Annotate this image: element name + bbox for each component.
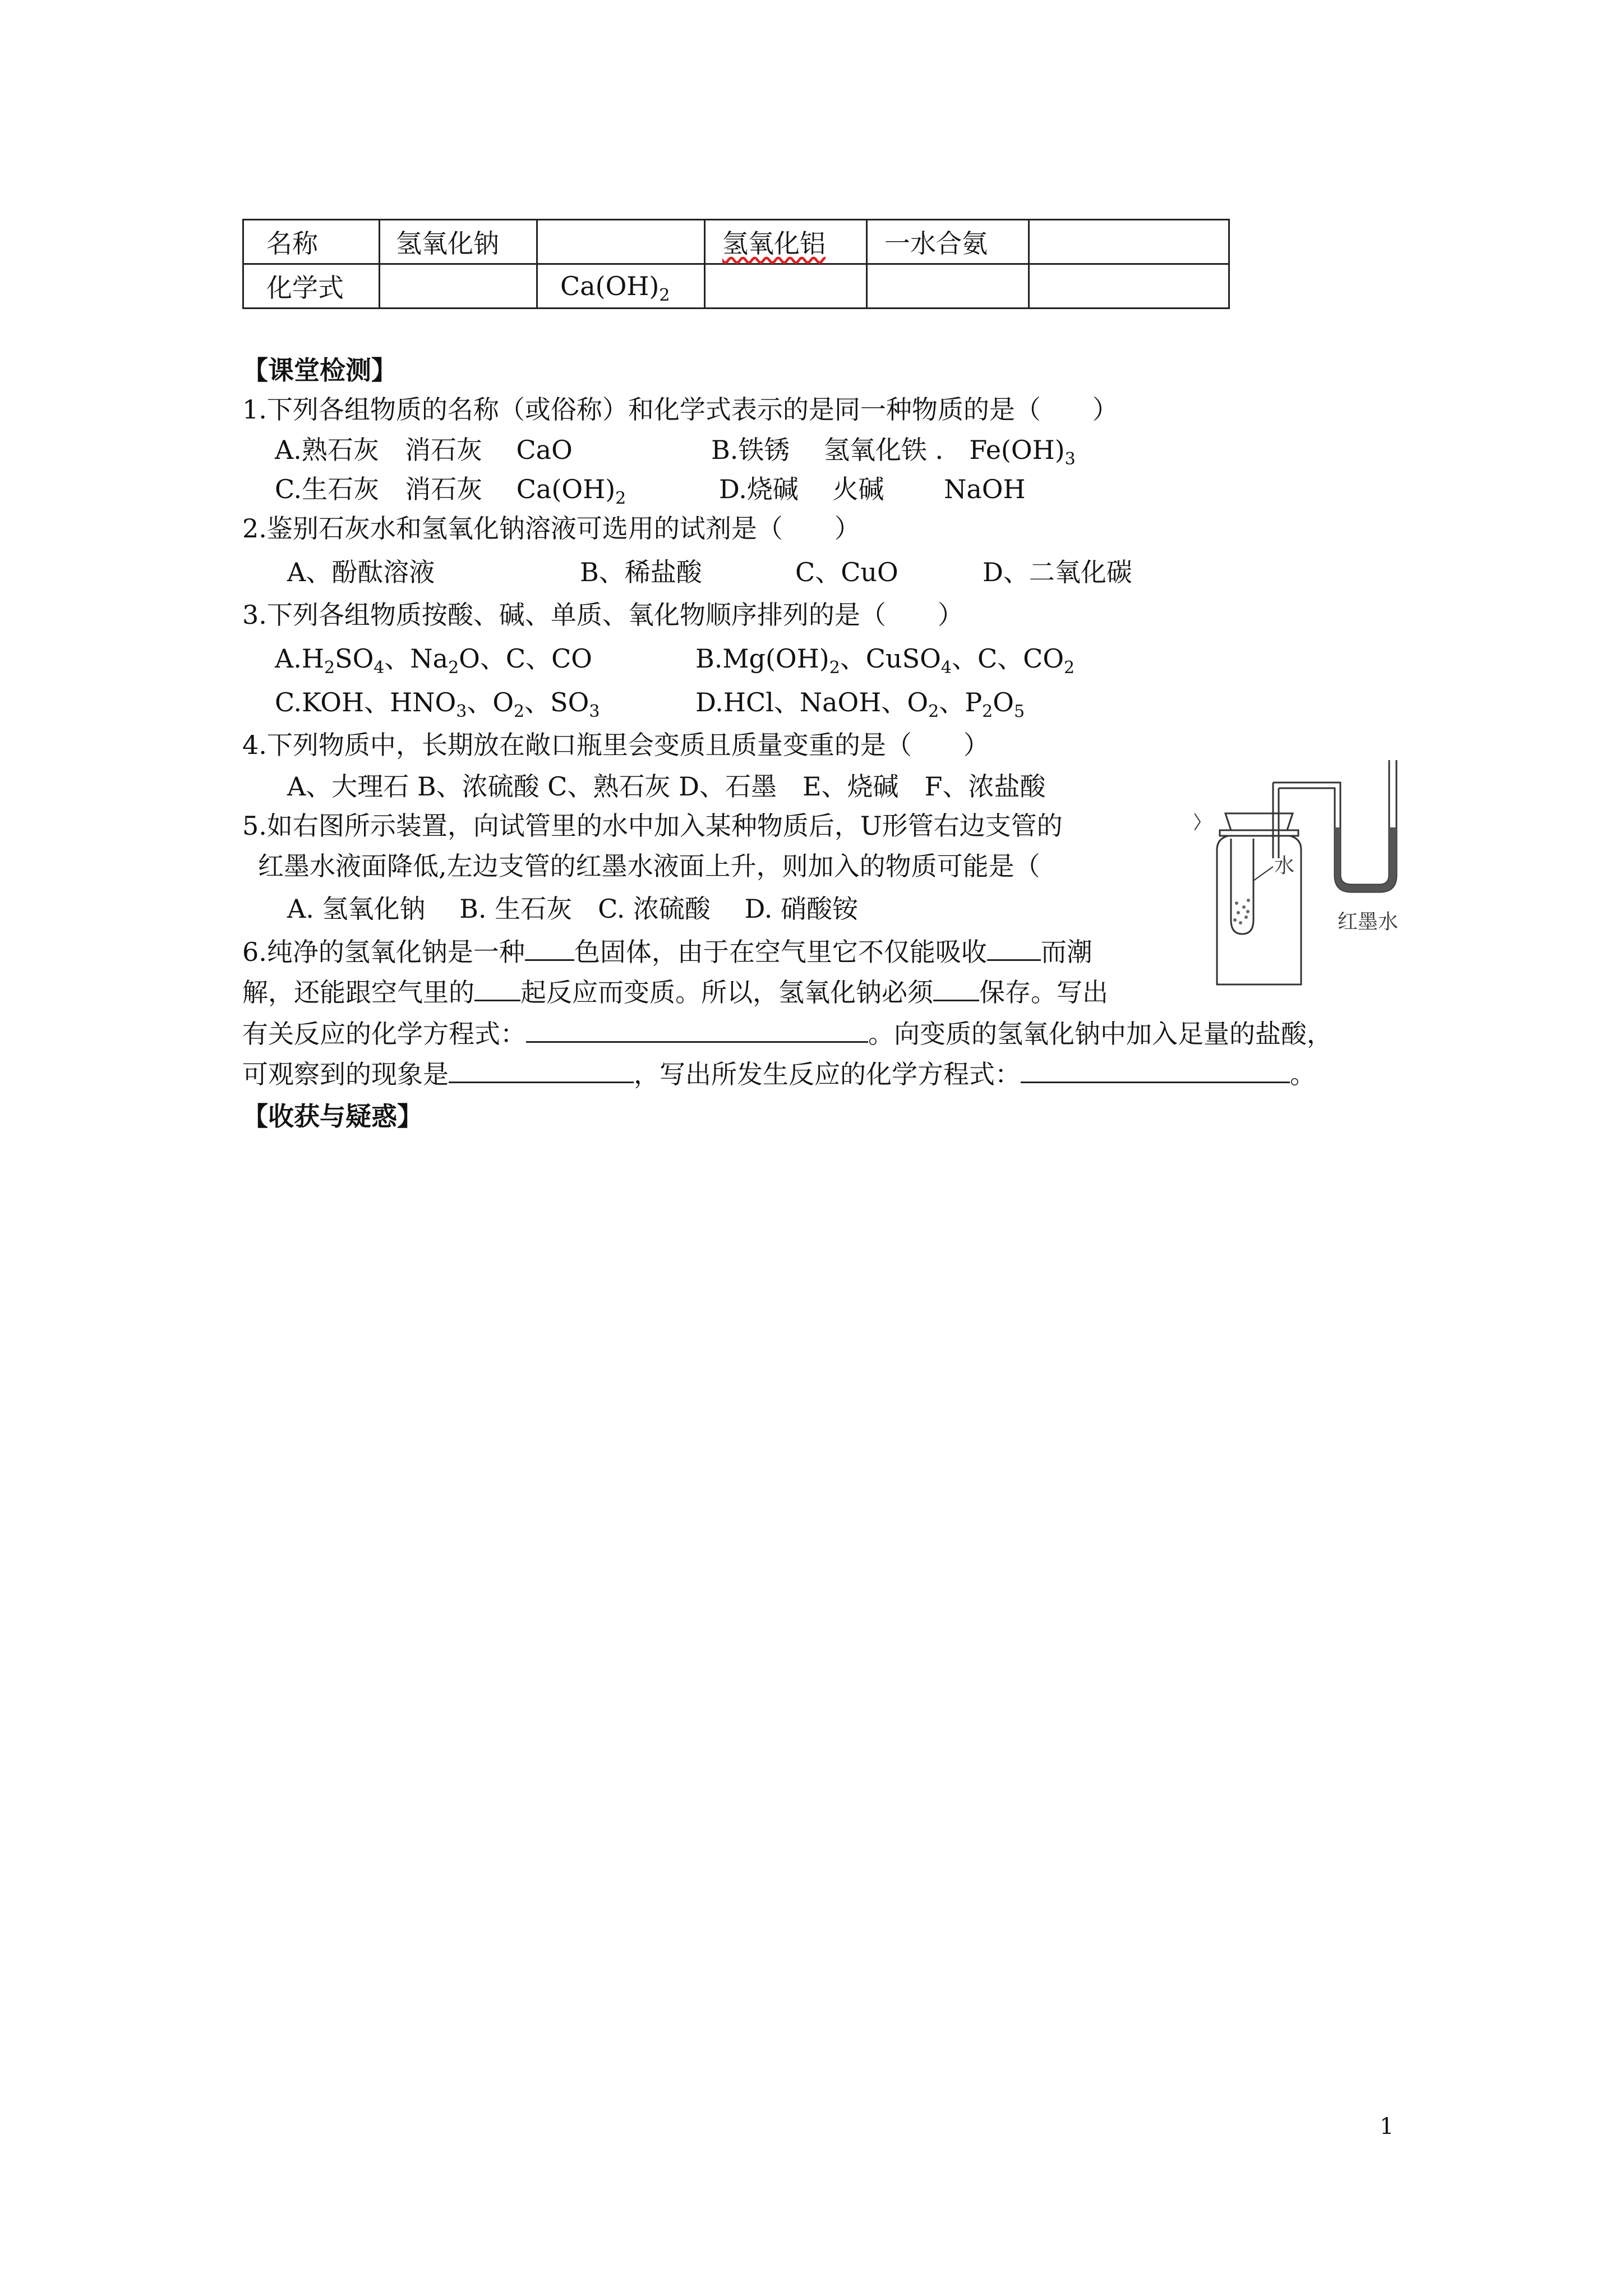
q3-option-d: D.HCl、NaOH、$O_2$、$P_2O_5$ xyxy=(695,687,1025,721)
table-cell xyxy=(380,264,537,309)
section-heading-check: 【课堂检测】 xyxy=(242,355,397,385)
q4-options: A、大理石 B、浓硫酸 C、熟石灰 D、石墨 E、烧碱 F、浓盐酸 xyxy=(287,771,1046,802)
question-5-line-1: 5.如右图所示装置，向试管里的水中加入某种物质后，U形管右边支管的 xyxy=(242,811,1063,841)
table-cell: 化学式 xyxy=(243,264,380,309)
question-3-stem: 3.下列各组物质按酸、碱、单质、氧化物顺序排列的是（ ） xyxy=(242,600,963,630)
q1-option-a: A.熟石灰 消石灰 CaO xyxy=(275,435,573,465)
q3-option-b: $B.Mg(OH)_2$、CuSO$_4$、C、$CO_2$ xyxy=(695,643,1075,678)
question-2-stem: 2.鉴别石灰水和氢氧化钠溶液可选用的试剂是（ ） xyxy=(242,513,860,544)
question-1-stem: 1.下列各组物质的名称（或俗称）和化学式表示的是同一种物质的是（ ） xyxy=(242,394,1118,425)
table-cell: 一水合氨 xyxy=(867,220,1029,264)
table-cell: 名称 xyxy=(243,220,380,264)
table-cell: 氢氧化钠 xyxy=(380,220,537,264)
question-6-line-1: 6.纯净的氢氧化钠是一种 色固体，由于在空气里它不仅能吸收 而潮 xyxy=(242,933,1092,969)
table-cell xyxy=(537,264,705,309)
table-cell xyxy=(1029,264,1229,309)
q2-option-a: A、酚酞溶液 xyxy=(287,557,435,587)
q1-option-d: D.烧碱 火碱 NaOH xyxy=(719,474,1026,504)
table-cell xyxy=(1029,220,1229,264)
formula-text: Ca(OH) xyxy=(560,271,660,301)
table-cell xyxy=(705,220,867,264)
apparatus-figure xyxy=(1195,760,1453,996)
subscript: 2 xyxy=(659,286,670,305)
naming-table xyxy=(242,219,1230,309)
q1-option-b: B.铁锈 氢氧化铁 ． $Fe(OH)_3$ xyxy=(711,435,1076,469)
question-6-line-2: 解，还能跟空气里的 起反应而变质。所以，氢氧化钠必须 保存。写出 xyxy=(242,974,1108,1009)
table-cell xyxy=(867,264,1029,309)
page-number: 1 xyxy=(1380,2114,1394,2139)
q5-options: A. 氢氧化钠 B. 生石灰 C. 浓硫酸 D. 硝酸铵 xyxy=(287,894,859,924)
section-heading-gain: 【收获与疑惑】 xyxy=(242,1101,423,1131)
water-label: 水 xyxy=(1274,854,1295,877)
q3-option-a: $A.H_2SO_4$、$Na_2O$、C、CO xyxy=(275,643,592,678)
table-cell xyxy=(705,264,867,309)
q2-option-c: C、CuO xyxy=(795,557,898,587)
question-6-line-4: 可观察到的现象是 ，写出所发生反应的化学方程式： 。 xyxy=(242,1056,1316,1091)
table-row xyxy=(243,264,1229,309)
question-4-stem: 4.下列物质中，长期放在敞口瓶里会变质且质量变重的是（ ） xyxy=(242,730,989,760)
table-row xyxy=(243,220,1229,264)
q2-option-b: B、稀盐酸 xyxy=(580,557,702,587)
question-6-line-3: 有关反应的化学方程式： 。向变质的氢氧化钠中加入足量的盐酸， xyxy=(242,1015,1332,1051)
q2-option-d: D、二氧化碳 xyxy=(983,557,1132,587)
q1-option-c: C.生石灰 消石灰 $Ca(OH)_2$ xyxy=(275,474,626,508)
tube-liquid xyxy=(1233,899,1250,924)
stopper xyxy=(1225,813,1293,830)
ink-label: 红墨水 xyxy=(1338,910,1399,933)
q3-option-c: C.KOH、$HNO_3$、$O_2$、$SO_3$ xyxy=(275,687,600,721)
table-cell xyxy=(537,220,705,264)
question-5-line-2: 红墨水液面降低,左边支管的红墨水液面上升，则加入的物质可能是（ xyxy=(258,851,1040,881)
spellcheck-text: 氢氧化铝 xyxy=(722,228,826,259)
